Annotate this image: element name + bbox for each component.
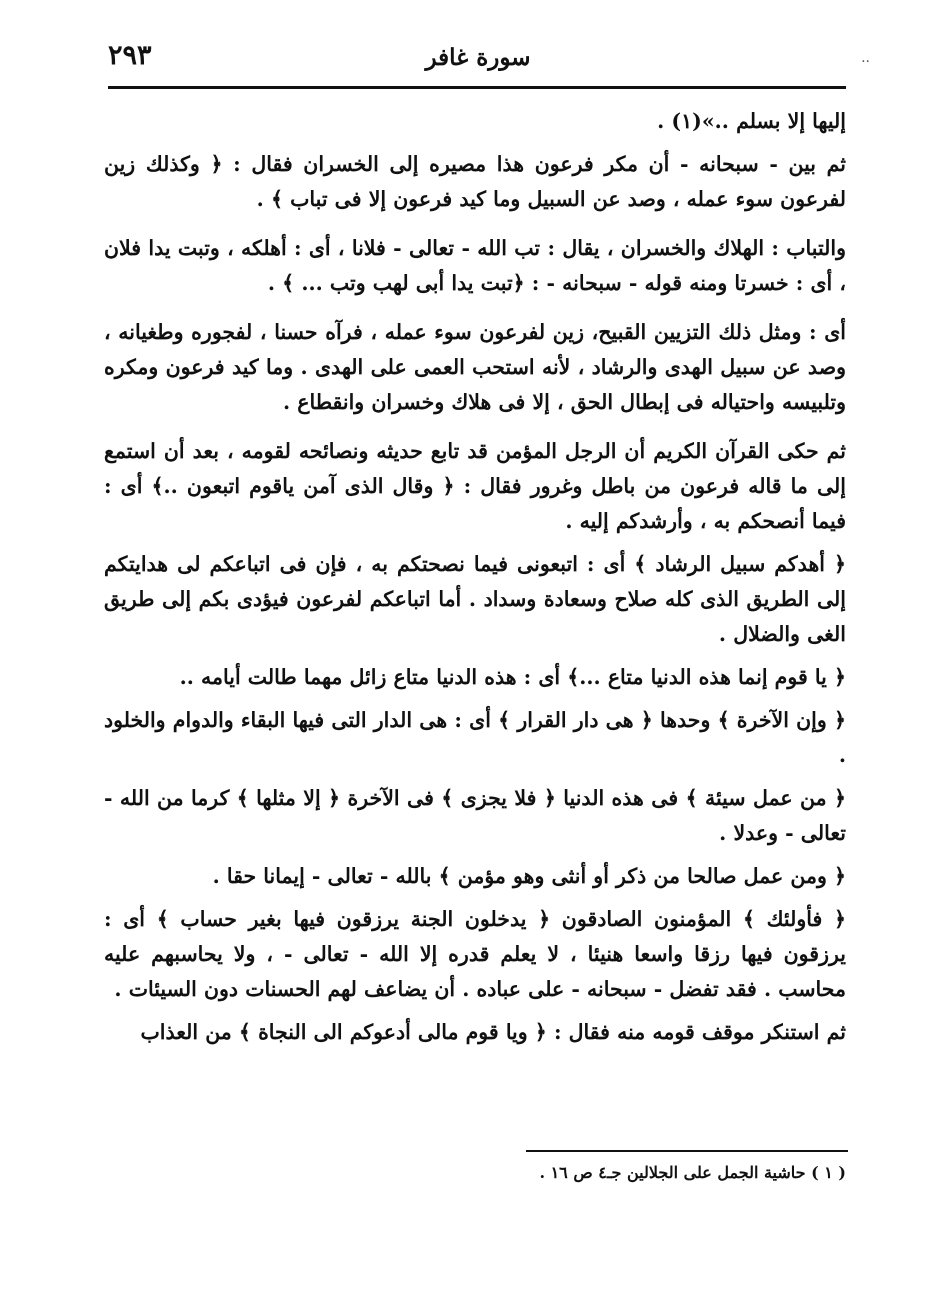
paragraph-12: ثم استنكر موقف قومه منه فقال : ﴿ ويا قوم مالى أدعوكم الى النجاة ﴾ من العذاب [140, 1020, 846, 1044]
paragraph-10: ﴿ ومن عمل صالحا من ذكر أو أنثى وهو مؤمن ﴾ بالله - تعالى - إيمانا حقا . [212, 864, 846, 888]
paragraph-5: ثم حكى القرآن الكريم أن الرجل المؤمن قد تابع حديثه ونصائحه لقومه ، بعد أن استمع إلى ما قاله فرعون من باطل وغرور فقال : ﴿ وقال الذى آمن ياقوم اتبعون ..﴾ أى : فيما أنصحكم به ، وأرشدكم إليه . [104, 439, 846, 533]
paragraph-4: أى : ومثل ذلك التزيين القبيح، زين لفرعون سوء عمله ، فرآه حسنا ، لفجوره وطغيانه ، وصد عن سبيل الهدى والرشاد ، لأنه استحب العمى على الهدى . وما كيد فرعون ومكره وتلبيسه واحتياله فى إبطال الحق ، إلا فى هلاك وخسران وانقطاع . [104, 320, 846, 414]
paragraph-11: ﴿ فأولئك ﴾ المؤمنون الصادقون ﴿ يدخلون الجنة يرزقون فيها بغير حساب ﴾ أى : يرزقون فيها رزقا واسعا هنيئا ، لا يعلم قدره إلا الله - تعالى - ، ولا يحاسبهم عليه محاسب . فقد تفضل - سبحانه - على عباده . أن يضاعف لهم الحسنات دون السيئات . [104, 907, 846, 1001]
footnote-divider [526, 1150, 848, 1152]
paragraph-6: ﴿ أهدكم سبيل الرشاد ﴾ أى : اتبعونى فيما نصحتكم به ، فإن فى اتباعكم لى هدايتكم إلى الطريق الذى كله صلاح وسعادة وسداد . أما اتباعكم لفرعون فيؤدى بكم إلى طريق الغى والضلال . [104, 552, 846, 646]
paragraph-7: ﴿ يا قوم إنما هذه الدنيا متاع ...﴾ أى : هذه الدنيا متاع زائل مهما طالت أيامه .. [179, 665, 846, 689]
paragraph-3: والتباب : الهلاك والخسران ، يقال : تب الله - تعالى - فلانا ، أى : أهلكه ، وتبت يدا فلان ، أى : خسرتا ومنه قوله - سبحانه - : ﴿تبت يدا أبى لهب وتب ... ﴾ . [104, 236, 846, 295]
header-divider [108, 86, 846, 89]
body-text [104, 104, 846, 1058]
paragraph-1: إليها إلا بسلم ..»(١) . [657, 109, 846, 133]
page-header [108, 40, 870, 80]
header-corner-mark: .. [861, 50, 870, 66]
page-number: ٢٩٣ [108, 40, 152, 71]
footnote: ( ١ ) حاشية الجمل على الجلالين جـ٤ ص ١٦ . [539, 1163, 846, 1182]
paragraph-8: ﴿ وإن الآخرة ﴾ وحدها ﴿ هى دار القرار ﴾ أى : هى الدار التى فيها البقاء والدوام والخلود . [104, 708, 846, 767]
surah-title: سورة غافر [425, 44, 531, 71]
paragraph-9: ﴿ من عمل سيئة ﴾ فى هذه الدنيا ﴿ فلا يجزى ﴾ فى الآخرة ﴿ إلا مثلها ﴾ كرما من الله - تعالى - وعدلا . [104, 786, 846, 845]
paragraph-2: ثم بين - سبحانه - أن مكر فرعون هذا مصيره إلى الخسران فقال : ﴿ وكذلك زين لفرعون سوء عمله ، وصد عن السبيل وما كيد فرعون إلا فى تباب ﴾ . [104, 152, 846, 211]
